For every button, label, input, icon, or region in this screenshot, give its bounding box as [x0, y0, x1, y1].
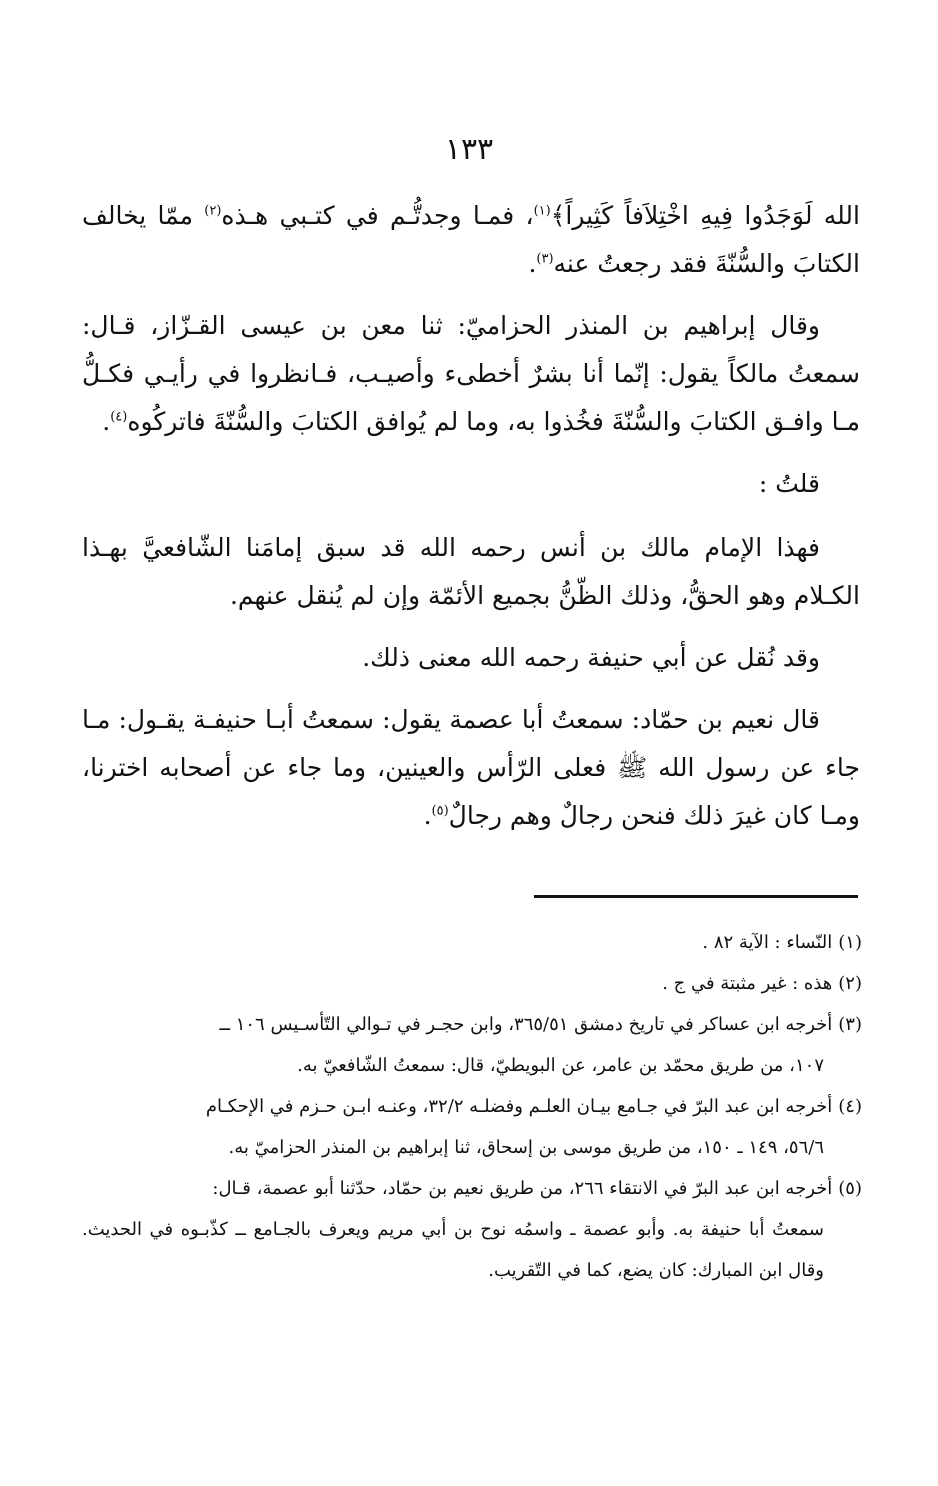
paragraph-quran-continuation: الله لَوَجَدُوا فِيهِ اخْتِلاَفاً كَثِيراً﴾$^{(١)}$، فمـا وجدتُّـم في كتـبي هـذه$^{(٢)}$ ممّا يخالف الكتابَ والسُّنّةَ فقد رجعتُ عنه$^{(٣)}$.: [82, 201, 860, 278]
footnote-ref-1[interactable]: (١): [533, 203, 551, 219]
footnote-3: (٣)أخرجه ابن عساكر في تاريخ دمشق ٣٦٥/٥١، وابن حجـر في تـوالي التّأسـيس ١٠٦ ــ ١٠٧، من طريق محمّد بن عامر، عن البويطيّ، قال: سمعتُ الشّافعيّ به.: [219, 1014, 862, 1076]
main-text: [82, 192, 860, 854]
paragraph-nuaym-quote: قال نعيم بن حمّاد: سمعتُ أبا عصمة يقول: سمعتُ أبـا حنيفـة يقـول: مـا جاء عن رسول الله ﷺ فعلى الرّأس والعينين، وما جاء عن أصحابه اخترنا، ومـا كان غيرَ ذلك فنحن رجالٌ وهم رجالٌ$^{(٥)}$.: [82, 705, 860, 830]
footnote-ref-2[interactable]: (٢): [204, 203, 222, 219]
paragraph-abu-hanifa: وقد نُقل عن أبي حنيفة رحمه الله معنى ذلك.: [362, 643, 820, 672]
footnote-number: (٤): [838, 1096, 862, 1117]
footnotes: [82, 922, 862, 1291]
footnote-4: (٤)أخرجه ابن عبد البرّ في جـامع بيـان العلـم وفضلـه ٣٢/٢، وعنـه ابـن حـزم في الإحكـام ٥٦/٦، ١٤٩ ـ ١٥٠، من طريق موسى بن إسحاق، ثنا إبراهيم بن المنذر الحزاميّ به.: [205, 1096, 862, 1158]
footnote-number: (٣): [838, 1014, 862, 1035]
footnote-2: (٢)هذه : غير مثبتة في ج .: [662, 973, 862, 994]
footnote-1: (١)النّساء : الآية ٨٢ .: [702, 932, 862, 953]
page-number: ١٣٣: [444, 132, 494, 167]
footnote-ref-3[interactable]: (٣): [536, 251, 554, 267]
footnote-number: (١): [838, 932, 862, 953]
footnote-number: (٥): [838, 1178, 862, 1199]
footnote-number: (٢): [838, 973, 862, 994]
paragraph-imam-malik: فهذا الإمام مالك بن أنس رحمه الله قد سبق إمامَنا الشّافعيَّ بهـذا الكـلام وهو الحقُّ، وذلك الظّنُّ بجميع الأئمّة وإن لم يُنقل عنهم.: [82, 533, 860, 610]
footnote-ref-4[interactable]: (٤): [110, 409, 128, 425]
paragraph-qultu: قلتُ :: [758, 469, 820, 498]
footnote-separator: [534, 895, 858, 898]
footnote-5: (٥)أخرجه ابن عبد البرّ في الانتقاء ٢٦٦، من طريق نعيم بن حمّاد، حدّثنا أبو عصمة، قـال: سمعتُ أبا حنيفة به. وأبو عصمة ـ واسمُه نوح بن أبي مريم ويعرف بالجـامع ــ كذّبـوه في الحديث. وقال ابن المبارك: كان يضع، كما في التّقريب.: [82, 1178, 862, 1281]
footnote-ref-5[interactable]: (٥): [431, 803, 449, 819]
paragraph-malik-quote: وقال إبراهيم بن المنذر الحزاميّ: ثنا معن بن عيسى القـزّاز، قـال: سمعتُ مالكاً يقول: إنّما أنا بشرٌ أخطىء وأصيـب، فـانظروا في رأيـي فكـلُّ مـا وافـق الكتابَ والسُّنّةَ فخُذوا به، وما لم يُوافق الكتابَ والسُّنّةَ فاتركُوه$^{(٤)}$.: [82, 311, 860, 436]
